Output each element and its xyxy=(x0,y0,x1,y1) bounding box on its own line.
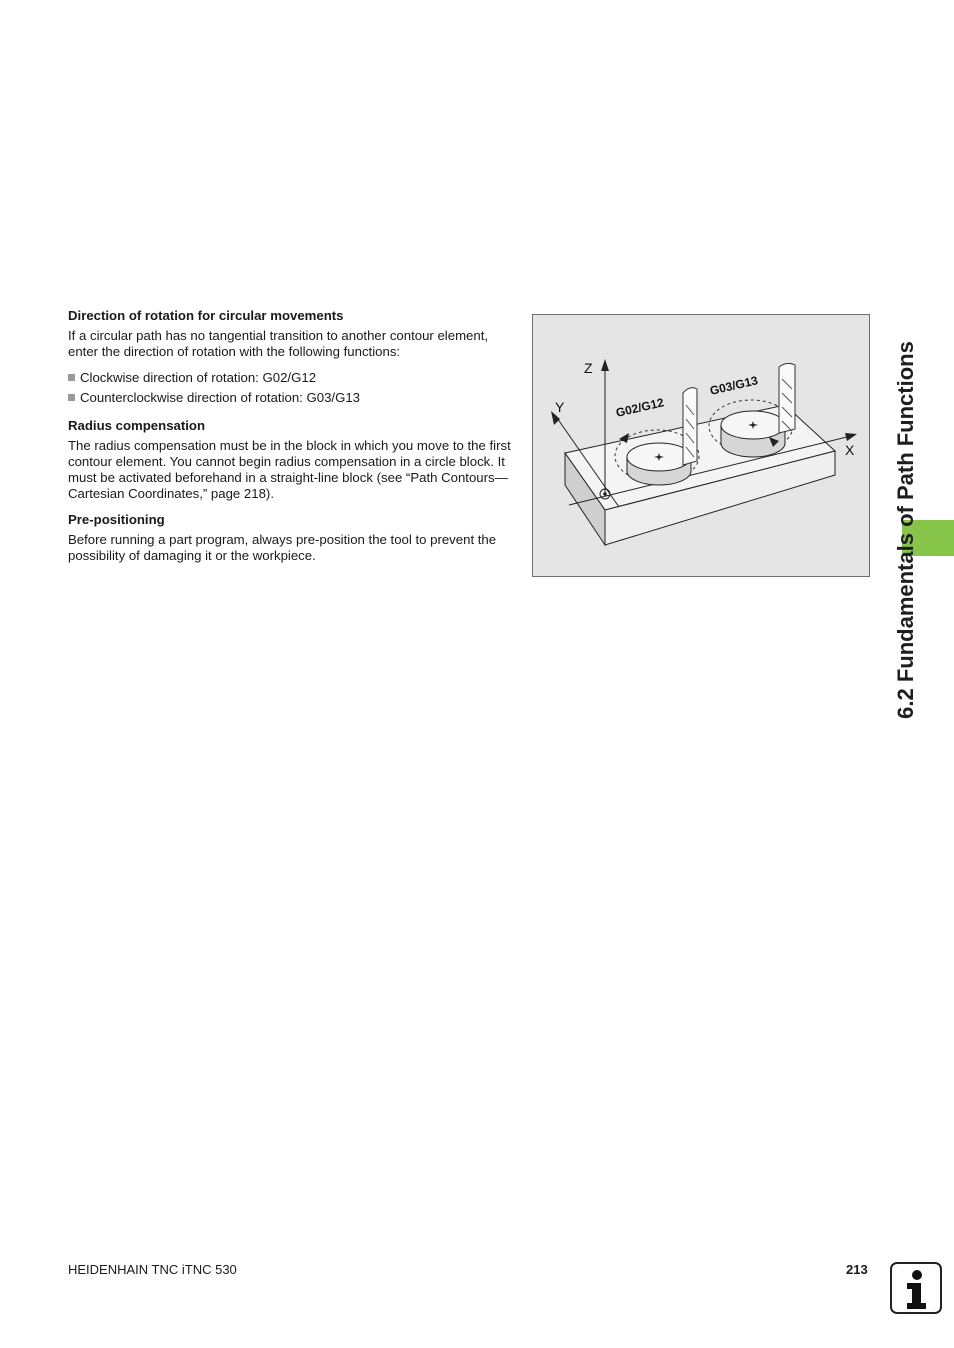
x-axis-arrow-icon xyxy=(845,433,857,441)
paragraph-pre-positioning: Before running a part program, always pre-position the tool to prevent the possibility of damaging it or the workpiece. xyxy=(68,532,497,563)
heading-pre-positioning: Pre-positioning xyxy=(68,512,165,527)
paragraph-rotation: If a circular path has no tangential transition to another contour element, enter the direction of rotation with the following functions: xyxy=(68,328,489,359)
label-g03-g13: G03/G13 xyxy=(708,373,760,398)
label-g02-g12: G02/G12 xyxy=(614,395,666,420)
left-tool-icon xyxy=(683,388,697,465)
list-item xyxy=(68,370,512,386)
side-title-wrap xyxy=(880,300,932,760)
heading-direction-of-rotation: Direction of rotation for circular movements xyxy=(68,308,344,323)
z-axis-arrow-icon xyxy=(601,359,609,371)
axis-label-z: Z xyxy=(584,360,593,376)
square-bullet-icon xyxy=(68,374,75,381)
rotation-list xyxy=(68,370,512,406)
axis-label-y: Y xyxy=(555,399,565,415)
footer-manual-name: HEIDENHAIN TNC iTNC 530 xyxy=(68,1262,237,1277)
paragraph-radius-compensation: The radius compensation must be in the block in which you move to the first contour element. You cannot begin radius compensation in a circle block. It must be activated beforehand in a straight-line block (see “Path Contours—Cartesian Coordinates,” page 218). xyxy=(68,438,511,501)
content-column xyxy=(68,308,512,574)
side-chapter-title: 6.2 Fundamentals of Path Functions xyxy=(893,341,918,719)
heading-radius-compensation: Radius compensation xyxy=(68,418,206,433)
workpiece-diagram xyxy=(533,315,869,576)
list-item-text: Clockwise direction of rotation: G02/G12 xyxy=(80,370,317,385)
rotation-illustration xyxy=(532,314,870,577)
info-icon[interactable] xyxy=(890,1262,942,1314)
list-item xyxy=(68,390,512,406)
axis-label-x: X xyxy=(845,442,855,458)
square-bullet-icon xyxy=(68,394,75,401)
footer-page-number: 213 xyxy=(846,1262,868,1277)
list-item-text: Counterclockwise direction of rotation: G03/G13 xyxy=(80,390,361,405)
